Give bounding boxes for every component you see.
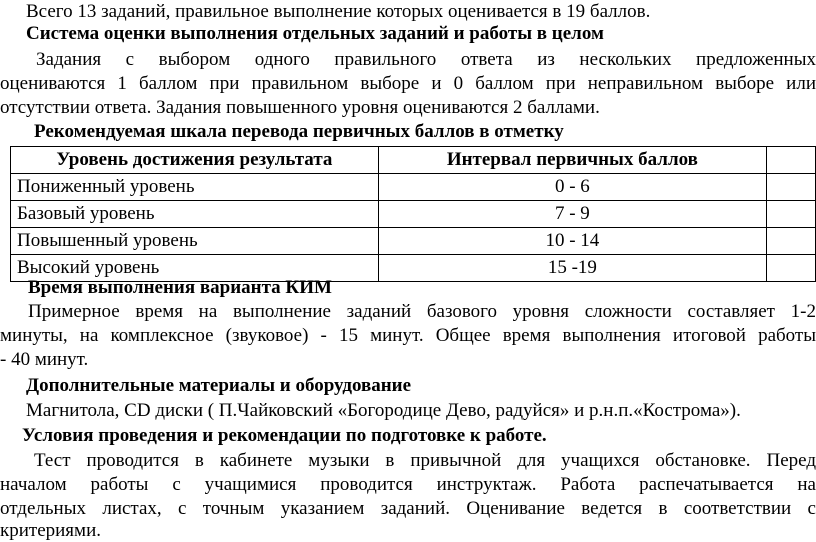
score-conversion-table	[10, 146, 816, 282]
conditions-paragraph-line: критериями.	[0, 520, 101, 541]
table-cell-level: Базовый уровень	[11, 201, 379, 228]
table-cell-level: Пониженный уровень	[11, 174, 379, 201]
grading-system-paragraph-line: Задания с выбором одного правильного ответа из нескольких предложенных	[36, 49, 816, 70]
table-cell-level: Повышенный уровень	[11, 228, 379, 255]
table-cell-interval: 7 - 9	[378, 201, 766, 228]
table-cell-extra	[766, 228, 815, 255]
grading-system-heading: Система оценки выполнения отдельных заданий и работы в целом	[26, 23, 604, 44]
table-cell-interval: 10 - 14	[378, 228, 766, 255]
table-header-row	[11, 147, 816, 174]
table-header-level: Уровень достижения результата	[11, 147, 379, 174]
table-cell-level: Высокий уровень	[11, 255, 379, 282]
table-row	[11, 201, 816, 228]
intro-text: Всего 13 заданий, правильное выполнение которых оценивается в 19 баллов.	[26, 1, 651, 22]
conditions-paragraph-line: началом работы с учащимися проводится инструктаж. Работа распечатывается на	[0, 474, 816, 495]
conditions-paragraph-line: Тест проводится в кабинете музыки в привычной для учащихся обстановке. Перед	[34, 450, 816, 471]
table-header-interval: Интервал первичных баллов	[378, 147, 766, 174]
conditions-paragraph-line: отдельных листах, с точным указанием заданий. Оценивание ведется в соответствии с	[0, 498, 816, 519]
table-header-extra	[766, 147, 815, 174]
time-paragraph-line: Примерное время на выполнение заданий базового уровня сложности составляет 1-2	[28, 301, 816, 322]
grading-system-paragraph-line: оцениваются 1 баллом при правильном выборе и 0 баллом при неправильном выборе или	[0, 73, 816, 94]
table-cell-interval: 0 - 6	[378, 174, 766, 201]
table-cell-interval: 15 -19	[378, 255, 766, 282]
grading-system-paragraph-line: отсутствии ответа. Задания повышенного уровня оцениваются 2 баллами.	[0, 97, 600, 118]
table-cell-extra	[766, 201, 815, 228]
materials-heading: Дополнительные материалы и оборудование	[26, 375, 412, 396]
time-paragraph-line: - 40 минут.	[0, 349, 89, 370]
materials-text: Магнитола, CD диски ( П.Чайковский «Богородице Дево, радуйся» и р.н.п.«Кострома»).	[26, 400, 741, 421]
time-heading: Время выполнения варианта КИМ	[28, 277, 332, 298]
table-row	[11, 174, 816, 201]
time-paragraph-line: минуты, на комплексное (звуковое) - 15 минут. Общее время выполнения итоговой работы	[0, 325, 816, 346]
conditions-heading: Условия проведения и рекомендации по подготовке к работе.	[22, 425, 547, 446]
table-row	[11, 228, 816, 255]
table-cell-extra	[766, 174, 815, 201]
table-cell-extra	[766, 255, 815, 282]
scale-heading: Рекомендуемая шкала перевода первичных баллов в отметку	[34, 121, 564, 142]
